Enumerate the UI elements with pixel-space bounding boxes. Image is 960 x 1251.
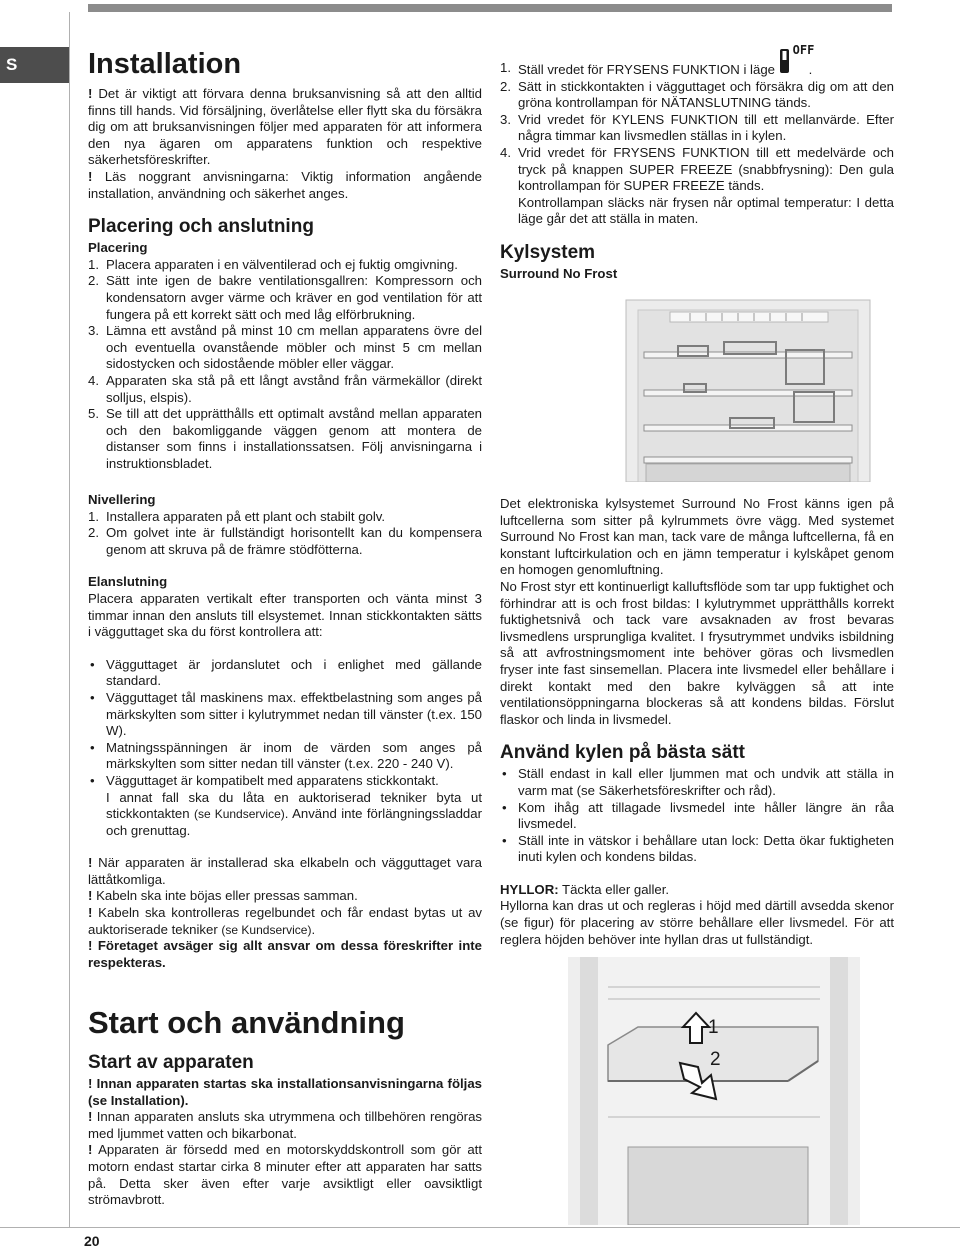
list-item: 4. Apparaten ska stå på ett långt avstånd från värmekällor (direkt solljus, elspis).: [88, 372, 482, 405]
installation-section: [88, 48, 482, 472]
start-steps-section: [500, 43, 894, 283]
list-item: 3. Vrid vredet för KYLENS FUNKTION till ett mellanvärde. Efter några timmar kan livsmedlen ställas in i kylen.: [500, 111, 894, 144]
nivellering-list: [88, 509, 482, 559]
list-item: 2. Sätt in stickkontakten i vägguttaget och försäkra dig om att den gröna kontrollampan för NÄTANSLUTNING tänds.: [500, 78, 894, 111]
kylsystem-para-1: Det elektroniska kylsystemet Surround No Frost känns igen på luftcellerna som sitter på kylrummets övre vägg. Med systemet Surround No Frost kan man, tack vare de många luftcellerna, få en konstant luftcirkulation och en jämn temperatur i kylskåpet genom en homogen genomluftning.: [500, 496, 894, 578]
knob-off-icon: [779, 48, 791, 74]
start-warning-1: ! Innan apparaten startas ska installationsanvisningarna följas (se Installation).: [88, 1076, 482, 1108]
steps-item4-extra: Kontrollampan släcks när frysen når optimal temperatur: I detta läge går det att ställa in maten.: [518, 194, 894, 227]
kylsystem-title: Kylsystem: [500, 241, 596, 263]
elanslutning-warning-2: ! Kabeln ska inte böjas eller pressas samman.: [88, 888, 358, 904]
hyllor-line: HYLLOR: Täckta eller galler.: [500, 881, 670, 897]
list-item: 2. Sätt inte igen de bakre ventilationsgallren: Kompressorn och kondensatorn avger värme och kräver en god ventilation för att fungera på ett korrekt sätt och med låg elförbrukning.: [88, 273, 482, 322]
elanslutning-warning-3: ! Kabeln ska kontrolleras regelbundet och får endast bytas ut av auktoriserade tekniker (se Kundservice).: [88, 905, 482, 937]
nivellering-section: [88, 492, 482, 971]
arrow-1-label: 1: [708, 1017, 719, 1038]
elanslutning-warning-1: ! När apparaten är installerad ska elkabeln och vägguttaget vara lättåtkomliga.: [88, 855, 483, 887]
elanslutning-warning-4: ! Företaget avsäger sig allt ansvar om dessa föreskrifter inte respekteras.: [88, 938, 482, 970]
start-section: [88, 1006, 482, 1209]
start-warning-3: ! Apparaten är försedd med en motorskyddskontroll som gör att motorn endast startar cirka 8 minuter efter att apparaten har satts på. Detta sker även efter varje avsiktligt eller oavsiktligt strömavbrott.: [88, 1142, 483, 1208]
installation-title: Installation: [88, 48, 242, 80]
list-item: • Ställ endast in kall eller ljummen mat och undvik att ställa in varm mat (se Säkerhetsföreskrifter och råd).: [500, 766, 894, 799]
list-item: 5. Se till att det upprätthålls ett optimalt avstånd mellan apparaten och den bakomliggande väggen genom att montera de distanser som finns i installationssatsen. Följ anvisningarna i instruktionsbladet.: [88, 406, 482, 471]
start-steps-list: [500, 43, 894, 195]
margin-rule: [69, 12, 70, 1227]
nivellering-title: Nivellering: [88, 492, 156, 507]
kylsystem-section: [500, 496, 894, 948]
elanslutning-title: Elanslutning: [88, 574, 168, 590]
list-item: • Matningsspänningen är inom de värden som anges på märkskylten som sitter nedan till vänster (t.ex. 220 - 240 V).: [88, 740, 482, 773]
list-item: • Kom ihåg att tillagade livsmedel inte håller längre än råa livsmedel.: [500, 800, 894, 833]
fridge-interior-illustration: [604, 292, 892, 482]
elanslutning-intro: Placera apparaten vertikalt efter transporten och vänta minst 3 timmar innan den ansluts till elsystemet. Innan stickkontakten sätts i vägguttaget ska du först kontrollera att:: [88, 590, 482, 640]
footer-rule: [0, 1227, 960, 1228]
list-item: • Ställ inte in vätskor i behållare utan lock: Detta ökar fuktigheten inuti kylen och kondens bildas.: [500, 833, 894, 866]
list-item: 4. Vrid vredet för FRYSENS FUNKTION till ett medelvärde och tryck på knappen SUPER FREEZE (snabbfrysning): Den gula kontrollampan för SUPER FREEZE tänds.: [500, 144, 894, 194]
list-item: 1. Placera apparaten i en välventilerad och ej fuktig omgivning.: [88, 256, 458, 272]
anvand-title: Använd kylen på bästa sätt: [500, 742, 745, 764]
off-label: OFF: [792, 43, 815, 57]
language-tab: [0, 47, 70, 83]
list-item: • Vägguttaget är kompatibelt med apparatens stickkontakt.: [88, 773, 482, 790]
shelf-adjust-illustration: [568, 957, 860, 1225]
kylsystem-subtitle: Surround No Frost: [500, 265, 618, 281]
off-symbol: [779, 43, 815, 74]
placering-subtitle: Placering: [88, 240, 148, 256]
installation-warning-1: ! Det är viktigt att förvara denna bruksanvisning så att den alltid finns till hands. Vid försäljning, överlåtelse eller flytt ska du försäkra dig om att bruksanvisningen följer med apparaten för att informera den nya ägaren om apparatens funktion och respektive säkerhetsföreskrifter.: [88, 86, 482, 168]
placering-title: Placering och anslutning: [88, 216, 314, 238]
elanslutning-list: [88, 657, 482, 790]
elanslutning-extra: I annat fall ska du låta en auktoriserad tekniker byta ut stickkontakten (se Kundservice). Använd inte förlängningssladdar och grenuttag.: [106, 789, 482, 838]
start-warning-2: ! Innan apparaten ansluts ska utrymmena och tillbehören rengöras med ljummet vatten och bikarbonat.: [88, 1109, 483, 1141]
top-bar: [88, 4, 892, 12]
start-title: Start och användning: [88, 1005, 405, 1040]
fridge-interior-figure: [604, 292, 892, 482]
start-subtitle: Start av apparaten: [88, 1052, 254, 1073]
list-item: 1. Ställ vredet för FRYSENS FUNKTION i läge OFF .: [500, 43, 815, 77]
arrow-2-label: 2: [710, 1049, 721, 1070]
list-item: 1. Installera apparaten på ett plant och stabilt golv.: [88, 508, 386, 524]
list-item: 2. Om golvet inte är fullständigt horisontellt kan du kompensera genom att skruva på de främre stödfötterna.: [88, 525, 482, 557]
shelf-adjust-figure: [568, 957, 860, 1225]
kylsystem-para-2: No Frost styr ett kontinuerligt kalluftsflöde som tar upp fuktighet och förhindrar att is och frost bildas: I kylutrymmet upprätthålls korrekt fuktighetsnivå och tack vare avsaknaden av frost bevaras livsmedlens ursprungliga kvalitet. I frysutrymmet undviks isbildning så att avfrostningsmoment inte behöver göras och livsmedlen fryser inte fast sinsemellan. Placera inte livsmedel eller behållare i direkt kontakt med den bakre kylväggen så att inte ventilationsöppningarna blockeras så att kondens bildas. Förslut flaskor och linda in livsmedel.: [500, 578, 894, 727]
list-item: • Vägguttaget är jordanslutet och i enlighet med gällande standard.: [88, 657, 482, 690]
page-number: 20: [84, 1233, 100, 1249]
list-item: • Vägguttaget tål maskinens max. effektbelastning som anges på märkskylten som sitter i kylutrymmet nedan till vänster (t.ex. 150 W).: [88, 690, 482, 740]
installation-warning-2: ! Läs noggrant anvisningarna: Viktig information angående installation, användning och säkerhet anges.: [88, 168, 482, 201]
anvand-list: [500, 766, 894, 866]
hyllor-para: Hyllorna kan dras ut och regleras i höjd med därtill avsedda skenor (se figur) för placering av större behållare eller livsmedel. För att reglera höjden behöver inte hyllan dras ut fullständigt.: [500, 898, 894, 947]
list-item: 3. Lämna ett avstånd på minst 10 cm mellan apparatens övre del och eventuella ovanstående möbler och minst 5 cm mellan sidostycken och sidostående möbler eller väggar.: [88, 323, 482, 372]
language-code: S: [6, 55, 18, 74]
placering-list: [88, 257, 482, 473]
